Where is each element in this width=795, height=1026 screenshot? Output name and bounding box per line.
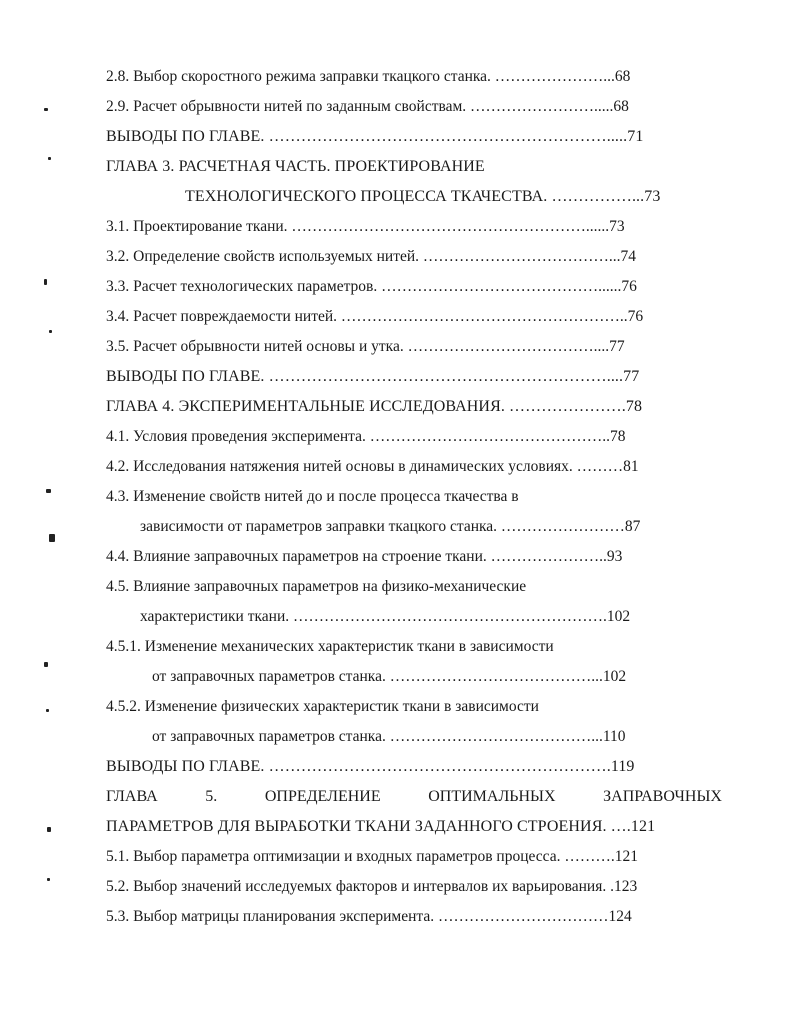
scan-speck xyxy=(46,489,51,493)
toc-chapter-5-word: ЗАПРАВОЧНЫХ xyxy=(603,788,722,805)
toc-entry-4-5-2[interactable]: 4.5.2. Изменение физических характеристик ткани в зависимости xyxy=(106,698,539,715)
toc-entry-5-3[interactable]: 5.3. Выбор матрицы планирования эксперимента. ……………………………124 xyxy=(106,908,632,925)
toc-entry-4-5[interactable]: 4.5. Влияние заправочных параметров на физико-механические xyxy=(106,578,527,595)
scan-speck xyxy=(44,108,48,111)
toc-entry-5-1[interactable]: 5.1. Выбор параметра оптимизации и входных параметров процесса. ……….121 xyxy=(106,848,638,865)
scan-speck xyxy=(49,330,52,333)
scan-speck xyxy=(49,534,55,542)
toc-entry-2-9[interactable]: 2.9. Расчет обрывности нитей по заданным свойствам. …………………….....68 xyxy=(106,98,629,115)
toc-entry-chapter-3-cont[interactable]: ТЕХНОЛОГИЧЕСКОГО ПРОЦЕССА ТКАЧЕСТВА. ……………...73 xyxy=(185,188,661,205)
toc-entry-4-2[interactable]: 4.2. Исследования натяжения нитей основы в динамических условиях. ………81 xyxy=(106,458,639,475)
scan-speck xyxy=(44,279,47,285)
toc-entry-3-3[interactable]: 3.3. Расчет технологических параметров. ……………………………………......76 xyxy=(106,278,637,295)
toc-entry-3-5[interactable]: 3.5. Расчет обрывности нитей основы и утка. ………………………………....77 xyxy=(106,338,625,355)
toc-entry-4-1[interactable]: 4.1. Условия проведения эксперимента. ………………………………………..78 xyxy=(106,428,626,445)
toc-chapter-5-word: ОПРЕДЕЛЕНИЕ xyxy=(264,788,381,805)
toc-entry-3-1[interactable]: 3.1. Проектирование ткани. …………………………………………………......73 xyxy=(106,218,625,235)
toc-entry-4-3[interactable]: 4.3. Изменение свойств нитей до и после процесса ткачества в xyxy=(106,488,519,505)
toc-chapter-5-word: ГЛАВА xyxy=(106,788,158,805)
toc-entry-3-2[interactable]: 3.2. Определение свойств используемых нитей. ………………………………...74 xyxy=(106,248,637,265)
toc-entry-chapter-4[interactable]: ГЛАВА 4. ЭКСПЕРИМЕНТАЛЬНЫЕ ИССЛЕДОВАНИЯ. ………………….78 xyxy=(106,398,643,415)
toc-chapter-5-word: ОПТИМАЛЬНЫХ xyxy=(428,788,556,805)
toc-entry-chapter-3[interactable]: ГЛАВА 3. РАСЧЕТНАЯ ЧАСТЬ. ПРОЕКТИРОВАНИЕ xyxy=(106,158,485,175)
toc-entry-4-5-2-cont[interactable]: от заправочных параметров станка. …………………………………...110 xyxy=(152,728,626,745)
toc-entry-4-4[interactable]: 4.4. Влияние заправочных параметров на строение ткани. …………………..93 xyxy=(106,548,623,565)
toc-entry-conclusions-ch4[interactable]: ВЫВОДЫ ПО ГЛАВЕ. ……………………………………………………….119 xyxy=(106,758,635,775)
scan-speck xyxy=(44,662,48,667)
toc-entry-chapter-5[interactable] xyxy=(106,787,722,807)
toc-entry-4-5-1-cont[interactable]: от заправочных параметров станка. …………………………………...102 xyxy=(152,668,627,685)
toc-entry-chapter-5-cont[interactable]: ПАРАМЕТРОВ ДЛЯ ВЫРАБОТКИ ТКАНИ ЗАДАННОГО СТРОЕНИЯ. ….121 xyxy=(106,818,656,835)
toc-chapter-5-word: 5. xyxy=(205,788,218,805)
scan-speck xyxy=(46,709,49,712)
toc-entry-2-8[interactable]: 2.8. Выбор скоростного режима заправки ткацкого станка. …………………...68 xyxy=(106,68,631,85)
toc-entry-4-5-1[interactable]: 4.5.1. Изменение механических характеристик ткани в зависимости xyxy=(106,638,554,655)
toc-entry-3-4[interactable]: 3.4. Расчет повреждаемости нитей. ………………………………………………..76 xyxy=(106,308,644,325)
toc-entry-4-3-cont[interactable]: зависимости от параметров заправки ткацкого станка. ……………………87 xyxy=(140,518,641,535)
toc-entry-conclusions-ch2[interactable]: ВЫВОДЫ ПО ГЛАВЕ. ……………………………………………………….....71 xyxy=(106,128,644,145)
toc-entry-5-2[interactable]: 5.2. Выбор значений исследуемых факторов и интервалов их варьирования. .123 xyxy=(106,878,638,895)
scan-speck xyxy=(47,878,50,881)
scan-speck xyxy=(47,827,51,832)
toc-entry-conclusions-ch3[interactable]: ВЫВОДЫ ПО ГЛАВЕ. ………………………………………………………....77 xyxy=(106,368,640,385)
scan-speck xyxy=(48,157,51,160)
toc-entry-4-5-cont[interactable]: характеристики ткани. …………………………………………………….102 xyxy=(140,608,631,625)
